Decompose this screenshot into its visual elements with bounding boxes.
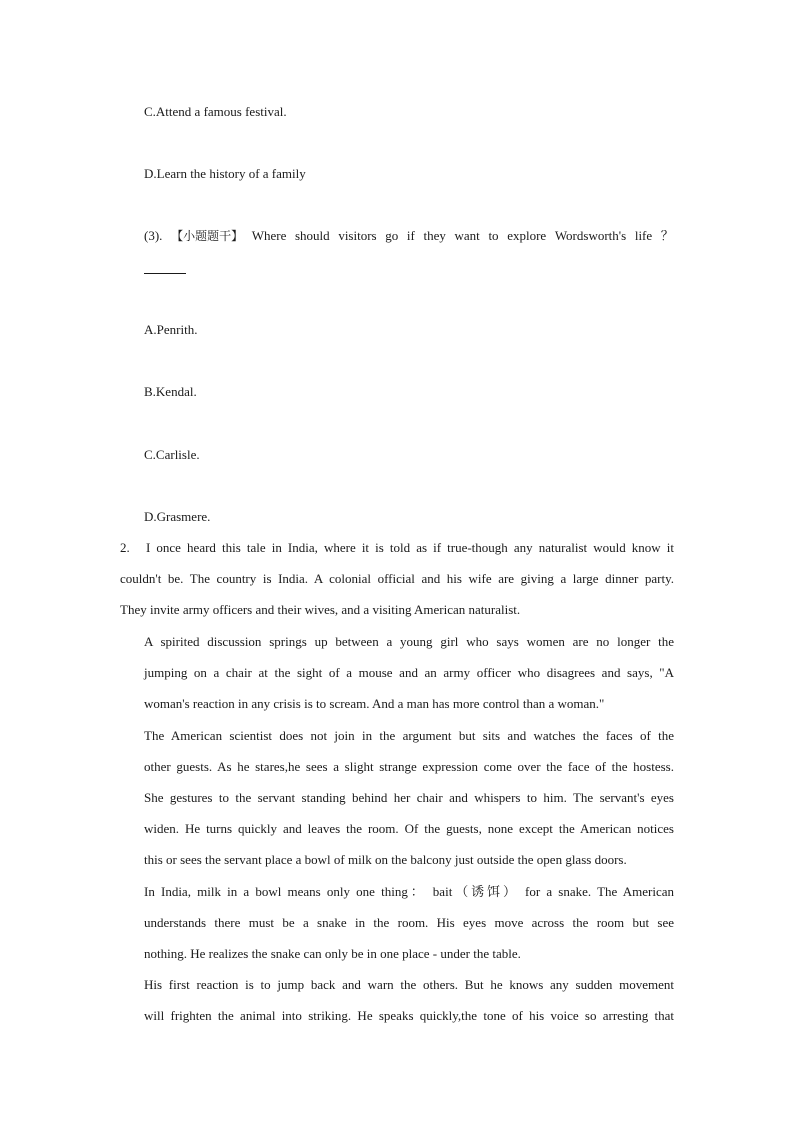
passage-line: other guests. As he stares,he sees a slight strange expression come over the face of the hostess. — [144, 759, 674, 774]
question-3-tag: 【小题题干】 — [171, 229, 244, 243]
question-3-word: to — [488, 228, 499, 243]
option-c-carlisle: C.Carlisle. — [144, 447, 200, 462]
question-3-word: visitors — [338, 228, 377, 243]
option-c-festival: C.Attend a famous festival. — [144, 104, 287, 119]
passage-line-text: I once heard this tale in India, where it is told as if true-though any naturalist would know it — [146, 540, 674, 555]
question-3-word: Where — [251, 228, 287, 243]
passage-number: 2. — [120, 540, 130, 555]
passage-line: this or sees the servant place a bowl of milk on the balcony just outside the open glass doors. — [144, 852, 627, 867]
passage-line: woman's reaction in any crisis is to scream. And a man has more control than a woman." — [144, 696, 605, 711]
question-3-word: if — [406, 228, 415, 243]
answer-blank — [144, 273, 186, 274]
passage-line: couldn't be. The country is India. A colonial official and his wife are giving a large dinner party. — [120, 571, 674, 586]
passage-line: jumping on a chair at the sight of a mouse and an army officer who disagrees and says, "A — [144, 665, 674, 680]
question-3-word: want — [454, 228, 480, 243]
passage-line: widen. He turns quickly and leaves the room. Of the guests, none except the American notices — [144, 821, 674, 836]
question-3-stem — [144, 227, 674, 245]
passage-line: understands there must be a snake in the room. His eyes move across the room but see — [144, 915, 674, 930]
question-3-number: (3). — [144, 228, 163, 243]
question-3-word: ？ — [660, 228, 674, 243]
passage-line: In India, milk in a bowl means only one thing： bait（诱饵） for a snake. The American — [144, 884, 674, 899]
option-b-kendal: B.Kendal. — [144, 384, 197, 399]
question-3-word: explore — [507, 228, 547, 243]
option-d-family-history: D.Learn the history of a family — [144, 166, 306, 181]
question-3-word: they — [423, 228, 446, 243]
question-3-word: Wordsworth's — [554, 228, 627, 243]
option-a-penrith: A.Penrith. — [144, 322, 198, 337]
passage-line: A spirited discussion springs up between a young girl who says women are no longer the — [144, 634, 674, 649]
question-3-word: should — [295, 228, 330, 243]
passage-line: nothing. He realizes the snake can only be in one place - under the table. — [144, 946, 521, 961]
option-d-grasmere: D.Grasmere. — [144, 509, 211, 524]
passage-line: The American scientist does not join in the argument but sits and watches the faces of the — [144, 728, 674, 743]
passage-line: will frighten the animal into striking. He speaks quickly,the tone of his voice so arresting that — [144, 1008, 674, 1023]
question-3-word: life — [634, 228, 653, 243]
passage-line: His first reaction is to jump back and warn the others. But he knows any sudden movement — [144, 977, 674, 992]
question-3-word: go — [385, 228, 399, 243]
passage-line: They invite army officers and their wives, and a visiting American naturalist. — [120, 602, 521, 617]
passage-line — [120, 539, 674, 557]
passage-line: She gestures to the servant standing behind her chair and whispers to him. The servant's eyes — [144, 790, 674, 805]
